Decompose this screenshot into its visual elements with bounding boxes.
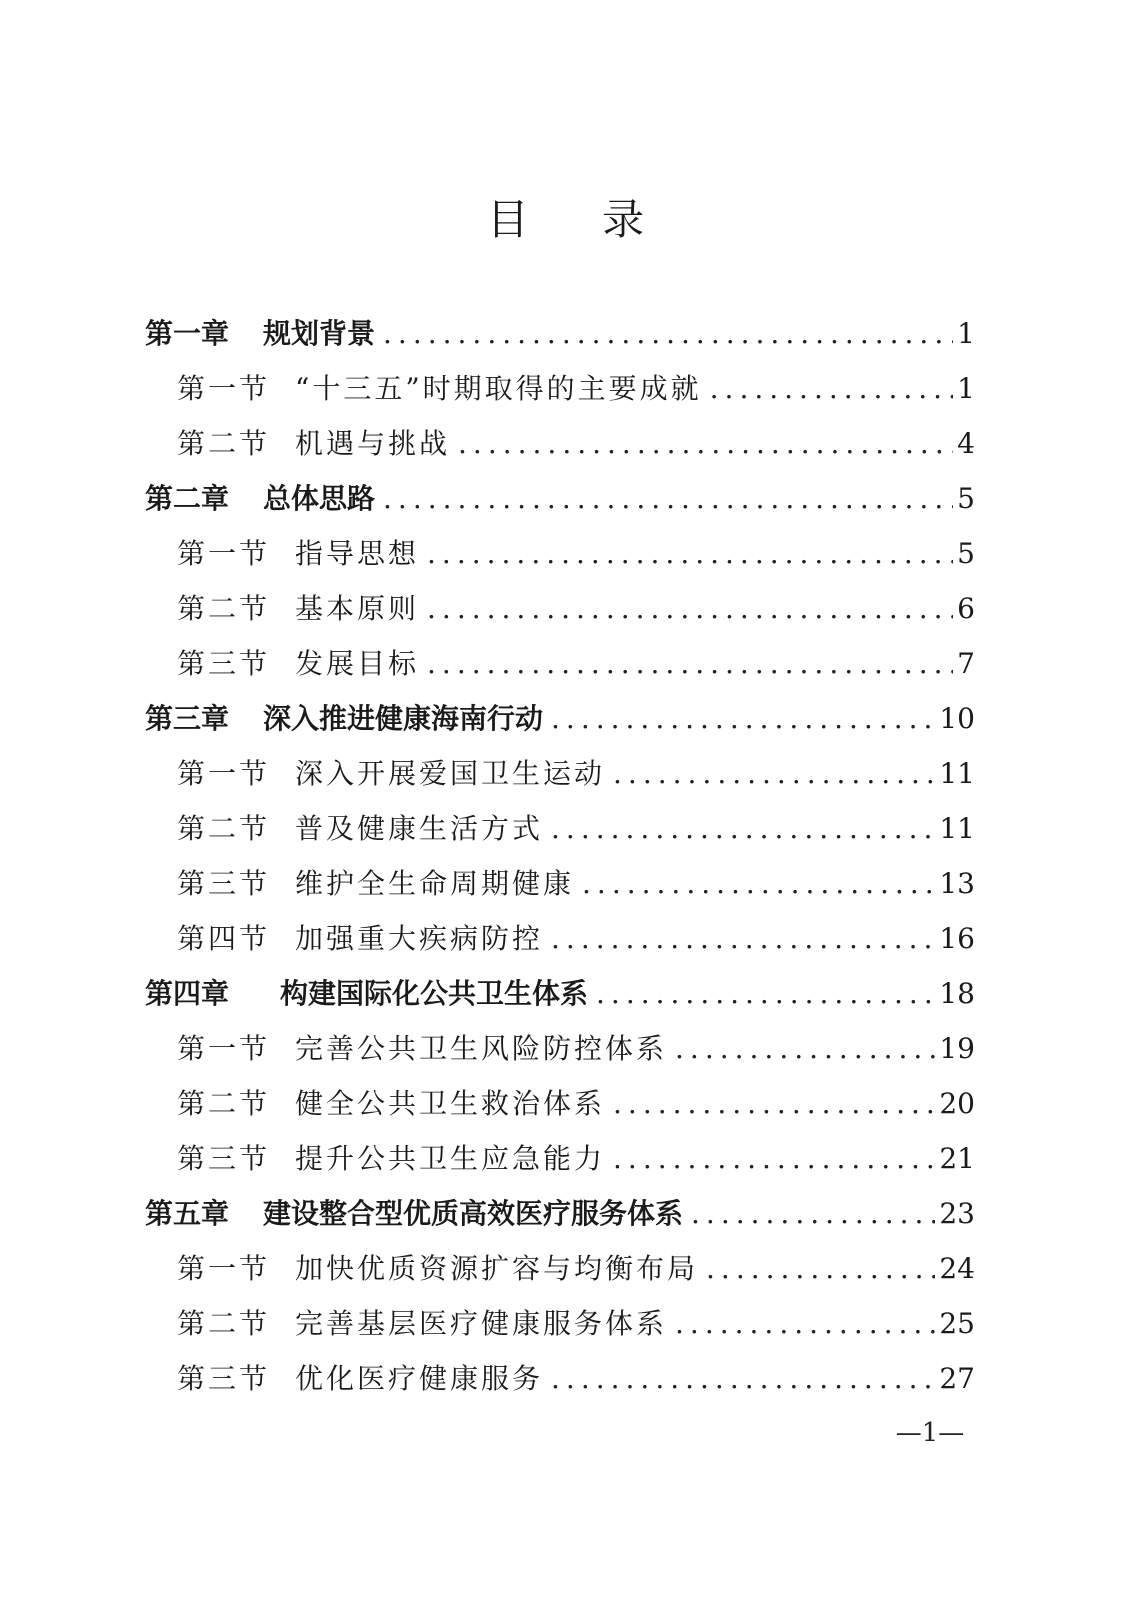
toc-entry-label: 第二节 (177, 592, 271, 625)
toc-entry-page: 25 (939, 1307, 975, 1340)
toc-entry-text: 机遇与挑战 (295, 427, 451, 460)
toc-entry-page: 20 (939, 1087, 975, 1120)
toc-entry-label: 第三节 (177, 867, 271, 900)
toc-entry-label: 第一节 (177, 372, 271, 405)
toc-section[interactable] (145, 585, 975, 640)
toc-entry-page: 27 (939, 1362, 975, 1395)
toc-entry-label: 第一节 (177, 1252, 271, 1285)
toc-entry-text: 维护全生命周期健康 (295, 867, 575, 900)
toc-entry-text: 构建国际化公共卫生体系 (280, 977, 589, 1010)
toc-section[interactable] (145, 1355, 975, 1410)
toc-leader-dots (551, 695, 935, 743)
toc-entry-text: 提升公共卫生应急能力 (295, 1142, 606, 1175)
toc-entry-text: 总体思路 (263, 482, 376, 515)
toc-entry-label: 第三节 (177, 647, 271, 680)
toc-leader-dots (551, 805, 935, 853)
toc-entry-page: 24 (939, 1252, 975, 1285)
toc-entry-page: 10 (939, 702, 975, 735)
toc-entry-label: 第二章 (145, 482, 230, 515)
toc-entry-text: 发展目标 (295, 647, 420, 680)
toc-entry-page: 18 (939, 977, 975, 1010)
toc-entry-text: 优化医疗健康服务 (295, 1362, 544, 1395)
toc-entry-page: 5 (957, 537, 975, 570)
toc-entry-label: 第四章 (145, 977, 230, 1010)
toc-chapter-5[interactable] (145, 1190, 975, 1245)
toc-entry-text: 加强重大疾病防控 (295, 922, 544, 955)
toc-leader-dots (675, 1300, 935, 1348)
toc-entry-text: 完善基层医疗健康服务体系 (295, 1307, 668, 1340)
toc-leader-dots (427, 640, 953, 688)
toc-entry-label: 第一章 (145, 317, 230, 350)
toc-entry-text: 指导思想 (295, 537, 420, 570)
toc-section[interactable] (145, 530, 975, 585)
toc-section[interactable] (145, 365, 975, 420)
toc-entry-label: 第三节 (177, 1362, 271, 1395)
toc-entry-label: 第二节 (177, 812, 271, 845)
toc-entry-page: 13 (939, 867, 975, 900)
toc-entry-text: 加快优质资源扩容与均衡布局 (295, 1252, 699, 1285)
toc-entry-text: 普及健康生活方式 (295, 812, 544, 845)
toc-entry-text: 规划背景 (263, 317, 376, 350)
toc-leader-dots (383, 310, 953, 358)
toc-chapter-1[interactable] (145, 310, 975, 365)
toc-chapter-2[interactable] (145, 475, 975, 530)
toc-section[interactable] (145, 750, 975, 805)
toc-title-char-1: 目 (486, 195, 529, 244)
toc-leader-dots (613, 1135, 935, 1183)
toc-section[interactable] (145, 805, 975, 860)
toc-entry-page: 16 (939, 922, 975, 955)
toc-leader-dots (596, 970, 935, 1018)
toc-entry-label: 第一节 (177, 757, 271, 790)
toc-entry-page: 11 (939, 757, 975, 790)
toc-leader-dots (383, 475, 953, 523)
toc-entry-label: 第二节 (177, 427, 271, 460)
toc-entry-text: 完善公共卫生风险防控体系 (295, 1032, 668, 1065)
toc-section[interactable] (145, 1025, 975, 1080)
toc-leader-dots (551, 915, 935, 963)
toc-chapter-3[interactable] (145, 695, 975, 750)
toc-section[interactable] (145, 1245, 975, 1300)
toc-section[interactable] (145, 1135, 975, 1190)
toc-entry-page: 1 (957, 317, 975, 350)
toc-entry-text: “十三五”时期取得的主要成就 (295, 372, 702, 405)
toc-section[interactable] (145, 640, 975, 695)
toc-leader-dots (613, 1080, 935, 1128)
toc-section[interactable] (145, 915, 975, 970)
toc-entry-label: 第二节 (177, 1307, 271, 1340)
toc-entry-label: 第四节 (177, 922, 271, 955)
toc-leader-dots (582, 860, 935, 908)
toc-title-char-2: 录 (602, 195, 645, 244)
toc-entry-page: 19 (939, 1032, 975, 1065)
toc-leader-dots (458, 420, 953, 468)
toc-entry-page: 7 (957, 647, 975, 680)
toc-entry-label: 第一节 (177, 1032, 271, 1065)
toc-entry-text: 深入推进健康海南行动 (263, 702, 544, 735)
toc-entry-text: 健全公共卫生救治体系 (295, 1087, 606, 1120)
toc-entry-label: 第二节 (177, 1087, 271, 1120)
toc-leader-dots (691, 1190, 935, 1238)
toc-entry-page: 5 (957, 482, 975, 515)
page-number: —1— (895, 1418, 965, 1448)
toc-leader-dots (706, 1245, 935, 1293)
toc-leader-dots (613, 750, 935, 798)
toc-entry-page: 21 (939, 1142, 975, 1175)
toc-entry-page: 11 (939, 812, 975, 845)
toc-entry-label: 第五章 (145, 1197, 230, 1230)
toc-entry-text: 深入开展爱国卫生运动 (295, 757, 606, 790)
toc-leader-dots (551, 1355, 935, 1403)
toc-leader-dots (710, 365, 954, 413)
toc-section[interactable] (145, 420, 975, 475)
toc-leader-dots (427, 530, 953, 578)
toc-chapter-4[interactable] (145, 970, 975, 1025)
toc-entry-text: 建设整合型优质高效医疗服务体系 (263, 1197, 684, 1230)
toc-title (0, 190, 1131, 250)
toc-entry-page: 4 (957, 427, 975, 460)
toc-entry-page: 6 (957, 592, 975, 625)
toc-section[interactable] (145, 1080, 975, 1135)
toc-section[interactable] (145, 860, 975, 915)
toc-entry-text: 基本原则 (295, 592, 420, 625)
toc-leader-dots (427, 585, 953, 633)
toc-entry-page: 1 (957, 372, 975, 405)
toc-entry-page: 23 (939, 1197, 975, 1230)
toc-entry-label: 第三章 (145, 702, 230, 735)
toc-leader-dots (675, 1025, 935, 1073)
toc-entry-label: 第一节 (177, 537, 271, 570)
toc-entry-label: 第三节 (177, 1142, 271, 1175)
toc-section[interactable] (145, 1300, 975, 1355)
toc-list (145, 310, 975, 1410)
